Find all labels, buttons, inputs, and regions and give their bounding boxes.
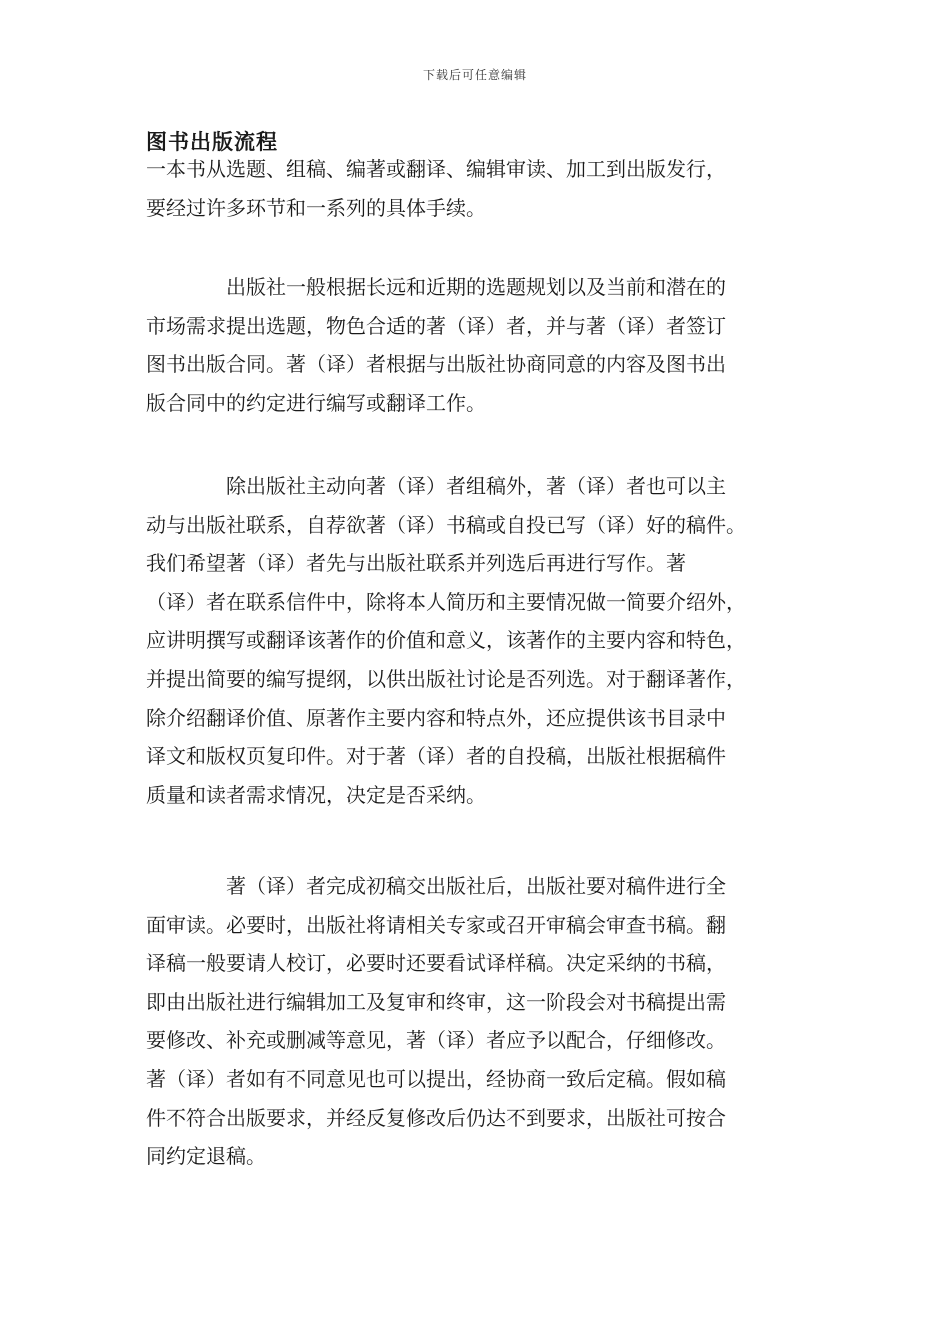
text-line: 要经过许多环节和一系列的具体手续。 [146,195,486,220]
text-line: 除介绍翻译价值、原著作主要内容和特点外，还应提供该书目录中 [146,705,726,730]
text-line: 出版社一般根据长远和近期的选题规划以及当前和潜在的 [146,275,726,299]
text-line: 质量和读者需求情况，决定是否采纳。 [146,782,486,807]
text-line: （译）者在联系信件中，除将本人简历和主要情况做一简要介绍外， [146,589,746,614]
text-line: 动与出版社联系，自荐欲著（译）书稿或自投已写（译）好的稿件。 [146,512,746,537]
text-line: 著（译）者如有不同意见也可以提出，经协商一致后定稿。假如稿 [146,1066,726,1091]
text-line: 译文和版权页复印件。对于著（译）者的自投稿，出版社根据稿件 [146,744,726,769]
text-line: 要修改、补充或删减等意见，著（译）者应予以配合，仔细修改。 [146,1028,726,1053]
paragraph-intro [146,150,814,227]
text-line: 一本书从选题、组稿、编著或翻译、编辑审读、加工到出版发行， [146,157,726,181]
text-line: 版合同中的约定进行编写或翻译工作。 [146,390,486,415]
text-line: 除出版社主动向著（译）者组稿外，著（译）者也可以主 [146,474,726,498]
text-line: 应讲明撰写或翻译该著作的价值和意义，该著作的主要内容和特色， [146,628,746,653]
header-note: 下载后可任意编辑 [422,68,527,82]
paragraph-review [146,867,814,1176]
document-title: 图书出版流程 [146,129,278,154]
text-line: 市场需求提出选题，物色合适的著（译）者，并与著（译）者签订 [146,313,726,338]
paragraph-topic-planning [146,268,814,422]
paragraph-submission [146,467,814,814]
text-line: 面审读。必要时，出版社将请相关专家或召开审稿会审查书稿。翻 [146,912,726,937]
text-line: 我们希望著（译）者先与出版社联系并列选后再进行写作。著 [146,551,686,576]
text-line: 并提出简要的编写提纲，以供出版社讨论是否列选。对于翻译著作， [146,666,746,691]
text-line: 图书出版合同。著（译）者根据与出版社协商同意的内容及图书出 [146,352,726,377]
text-line: 即由出版社进行编辑加工及复审和终审，这一阶段会对书稿提出需 [146,989,726,1014]
text-line: 件不符合出版要求，并经反复修改后仍达不到要求，出版社可按合 [146,1105,726,1130]
text-line: 同约定退稿。 [146,1144,266,1169]
text-line: 译稿一般要请人校订，必要时还要看试译样稿。决定采纳的书稿， [146,951,726,976]
text-line: 著（译）者完成初稿交出版社后，出版社要对稿件进行全 [146,874,726,898]
